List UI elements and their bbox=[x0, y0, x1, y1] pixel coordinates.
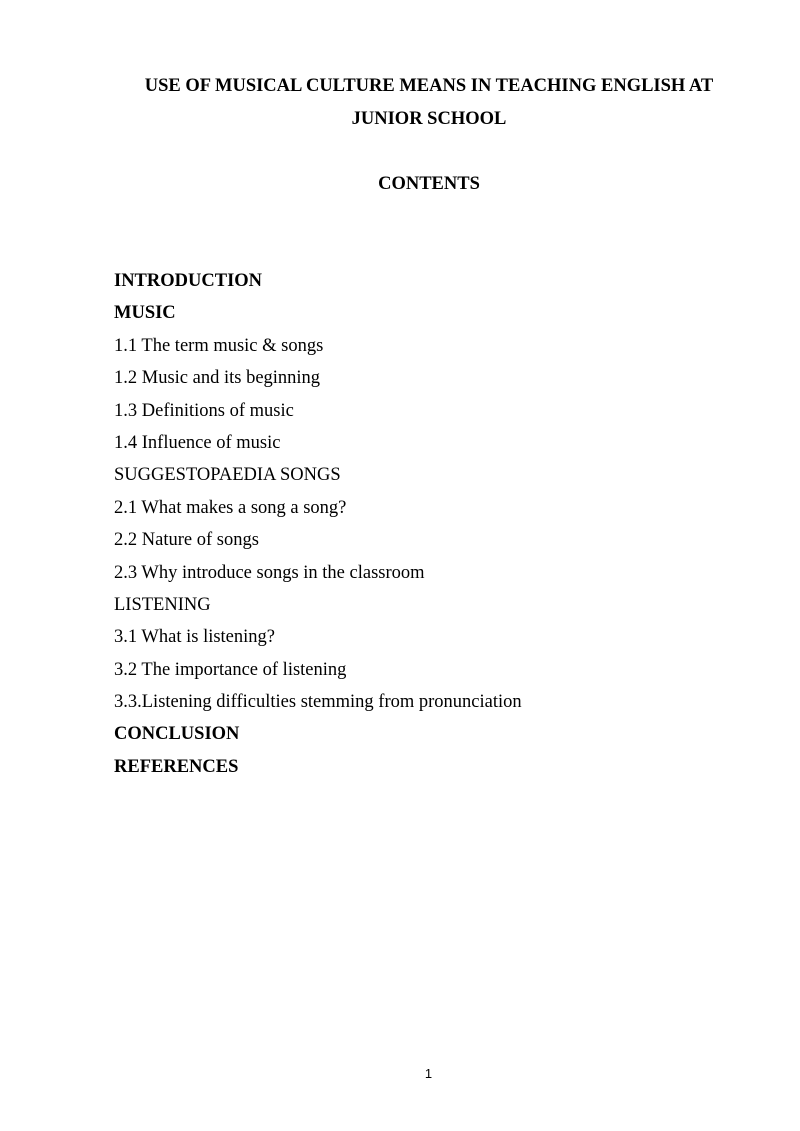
toc-item: LISTENING bbox=[114, 594, 211, 615]
toc-item: SUGGESTOPAEDIA SONGS bbox=[114, 465, 341, 486]
toc-item: 1.4 Influence of music bbox=[114, 432, 281, 453]
toc-item: 2.1 What makes a song a song? bbox=[114, 497, 347, 518]
toc-item: 3.1 What is listening? bbox=[114, 627, 275, 648]
toc-item: REFERENCES bbox=[114, 756, 239, 777]
page-number: 1 bbox=[424, 1066, 433, 1081]
toc-item: 1.3 Definitions of music bbox=[114, 400, 294, 421]
toc-item: 1.2 Music and its beginning bbox=[114, 368, 321, 389]
toc-item: INTRODUCTION bbox=[114, 271, 263, 291]
toc-item: 3.2 The importance of listening bbox=[114, 659, 347, 680]
document-title-line-2: JUNIOR SCHOOL bbox=[351, 108, 507, 129]
toc-item: 2.3 Why introduce songs in the classroom bbox=[114, 562, 425, 583]
contents-heading: CONTENTS bbox=[378, 174, 480, 194]
document-title-line-1: USE OF MUSICAL CULTURE MEANS IN TEACHING ENGLISH AT bbox=[144, 76, 714, 96]
toc-item: 1.1 The term music & songs bbox=[114, 335, 324, 356]
toc-item: CONCLUSION bbox=[114, 724, 240, 745]
toc-item: MUSIC bbox=[114, 303, 176, 324]
toc-item: 3.3.Listening difficulties stemming from pronunciation bbox=[114, 692, 522, 713]
document-title bbox=[114, 70, 744, 135]
toc-item: 2.2 Nature of songs bbox=[114, 530, 259, 551]
table-of-contents bbox=[114, 265, 744, 783]
